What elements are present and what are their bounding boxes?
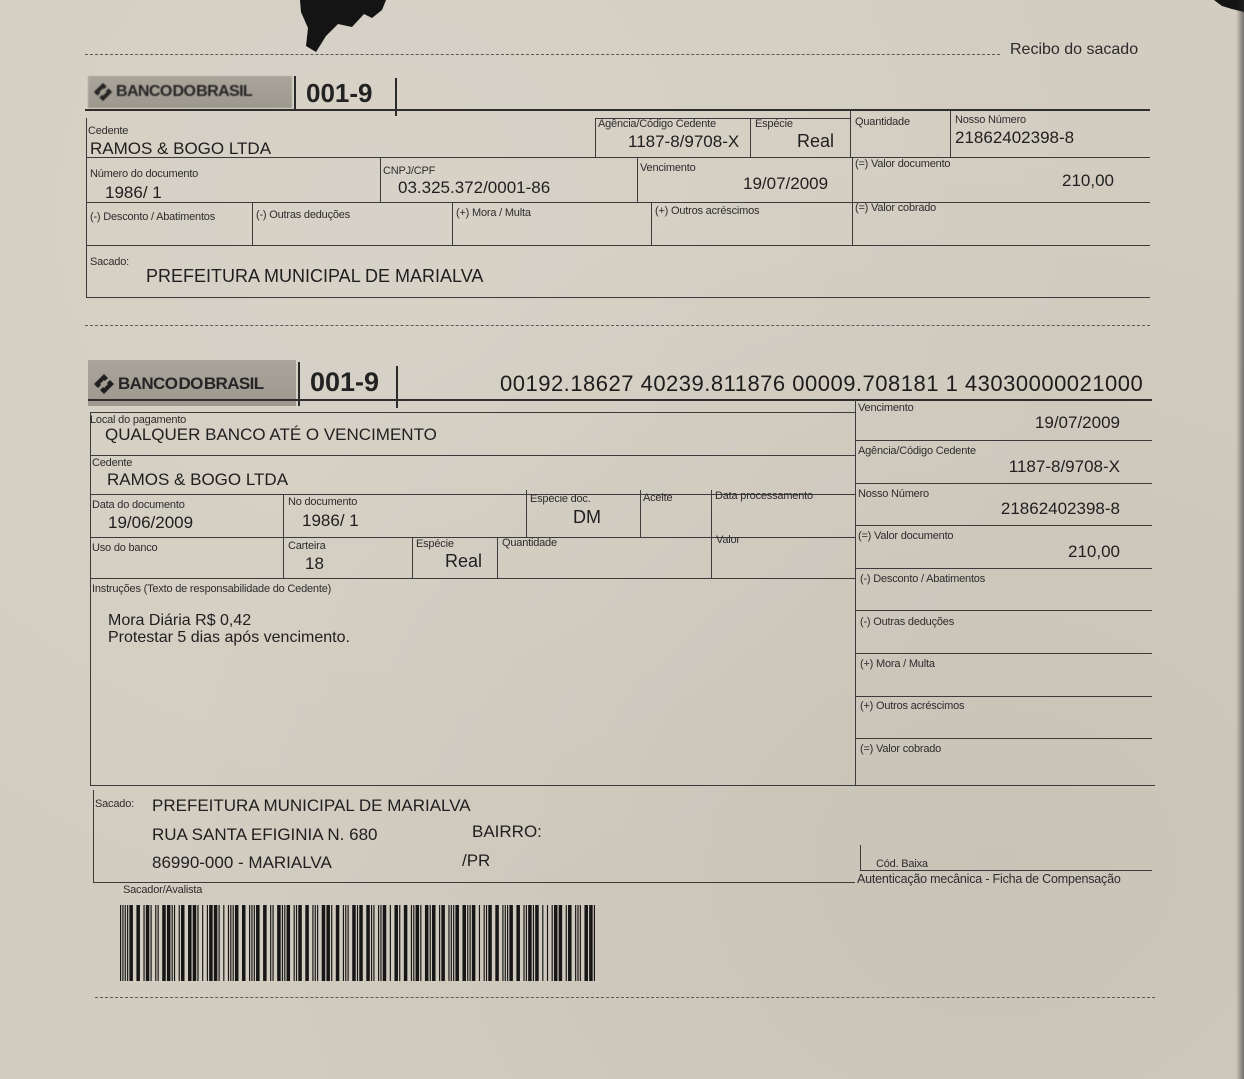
barcode-bar (516, 905, 520, 981)
barcode-bar (413, 905, 414, 981)
rule-line (860, 870, 1152, 871)
cedente-value: RAMOS & BOGO LTDA (107, 470, 289, 489)
barcode-bar (383, 905, 387, 981)
rule-line (452, 202, 453, 245)
scan-edge-shadow (1236, 0, 1244, 1079)
barcode-bar (455, 905, 459, 981)
no-documento-label: No documento (288, 496, 358, 508)
barcode-bar (535, 905, 539, 981)
especie-value: Real (797, 131, 835, 151)
aceite-label: Aceite (643, 492, 673, 504)
barcode-bar (317, 905, 318, 981)
barcode-bar (439, 905, 440, 981)
rule-line (412, 537, 413, 578)
barcode-bar (233, 905, 234, 981)
barcode-bar (359, 905, 363, 981)
numero-documento-label: Número do documento (90, 168, 199, 180)
receipt-header-rule (85, 109, 1150, 111)
cnpj-label: CNPJ/CPF (383, 165, 436, 177)
outras-deducoes-label: (-) Outras deduções (860, 616, 955, 628)
rule-line (711, 490, 712, 578)
mora-multa-label: (+) Mora / Multa (456, 207, 531, 219)
barcode (120, 905, 595, 981)
barcode-bar (390, 905, 391, 981)
rule-line (283, 494, 284, 578)
barcode-bar (277, 905, 281, 981)
barcode-bar (214, 905, 218, 981)
barcode-bar (472, 905, 476, 981)
rule-line (640, 490, 641, 537)
rule-line (93, 882, 855, 883)
barcode-bar (547, 905, 548, 981)
barcode-bar (467, 905, 468, 981)
instrucao-line: Protestar 5 dias após vencimento. (108, 629, 350, 646)
barcode-bar (155, 905, 156, 981)
rule-line (855, 483, 1152, 484)
cut-line-bottom (95, 997, 1155, 998)
barcode-bar (331, 905, 332, 981)
barcode-bar (315, 905, 316, 981)
receipt-title: Recibo do sacado (1010, 41, 1139, 58)
especie-label: Espécie (755, 118, 793, 130)
barcode-bar (228, 905, 229, 981)
barcode-bar (502, 905, 503, 981)
bank-code: 001-9 (306, 78, 373, 108)
barcode-bar (312, 905, 313, 981)
sacado-value: PREFEITURA MUNICIPAL DE MARIALVA (146, 266, 484, 286)
especie-doc-label: Espécie doc. (530, 493, 591, 505)
numero-documento-value: 1986/ 1 (105, 183, 162, 202)
barcode-bar (174, 905, 175, 981)
barcode-bar (462, 905, 466, 981)
agencia-label: Agência/Código Cedente (598, 118, 716, 130)
sacado-address: RUA SANTA EFIGINIA N. 680 (152, 825, 378, 844)
barcode-bar (298, 905, 302, 981)
rule-line (252, 202, 253, 245)
bb-logo-icon (92, 81, 114, 103)
barcode-bar (484, 905, 485, 981)
vencimento-value: 19/07/2009 (1034, 413, 1120, 432)
sacado-label: Sacado: (90, 256, 129, 268)
rule-line (637, 157, 638, 203)
barcode-bar (575, 905, 576, 981)
barcode-bar (488, 905, 492, 981)
barcode-bar (197, 905, 198, 981)
barcode-bar (577, 905, 578, 981)
barcode-bar (453, 905, 454, 981)
barcode-bar (167, 905, 171, 981)
barcode-bar (526, 905, 527, 981)
agencia-label: Agência/Código Cedente (858, 445, 976, 457)
mora-multa-label: (+) Mora / Multa (860, 658, 935, 670)
autenticacao-label: Autenticação mecânica - Ficha de Compensação (857, 872, 1121, 886)
vencimento-value: 19/07/2009 (743, 174, 829, 193)
barcode-bar (120, 905, 121, 981)
barcode-bar (158, 905, 159, 981)
barcode-bar (129, 905, 133, 981)
rule-line (90, 785, 1155, 786)
column-divider (855, 400, 856, 785)
barcode-bar (589, 905, 593, 981)
cedente-value: RAMOS & BOGO LTDA (90, 139, 272, 158)
barcode-bar (125, 905, 126, 981)
cod-baixa-label: Cód. Baixa (876, 858, 928, 870)
especie-value: Real (445, 551, 483, 571)
barcode-bar (523, 905, 524, 981)
valor-documento-label: (=) Valor documento (855, 158, 951, 170)
nosso-numero-label: Nosso Número (858, 488, 929, 500)
barcode-bar (584, 905, 588, 981)
barcode-bar (127, 905, 128, 981)
barcode-bar (495, 905, 499, 981)
no-documento-value: 1986/ 1 (302, 511, 359, 530)
barcode-bar (366, 905, 370, 981)
rule-line (90, 455, 855, 456)
cnpj-value: 03.325.372/0001-86 (398, 178, 551, 197)
rule-line (855, 738, 1152, 739)
barcode-bar (305, 905, 309, 981)
rule-line (855, 610, 1152, 611)
logo-divider (294, 76, 296, 110)
cedente-label: Cedente (88, 125, 129, 137)
barcode-bar (219, 905, 220, 981)
local-pagamento-value: QUALQUER BANCO ATÉ O VENCIMENTO (105, 425, 437, 444)
sacador-avalista-label: Sacador/Avalista (123, 884, 203, 896)
barcode-bar (294, 905, 295, 981)
barcode-bar (209, 905, 213, 981)
digitable-line: 00192.18627 40239.811876 00009.708181 1 43030000021000 (500, 371, 1144, 396)
barcode-bar (270, 905, 271, 981)
barcode-bar (470, 905, 471, 981)
nosso-numero-value: 21862402398-8 (1000, 499, 1120, 518)
valor-cobrado-label: (=) Valor cobrado (860, 743, 942, 755)
rule-line (950, 110, 951, 158)
barcode-bar (432, 905, 436, 981)
nosso-numero-label: Nosso Número (955, 114, 1026, 126)
rule-line (86, 297, 1150, 298)
barcode-bar (172, 905, 173, 981)
desconto-label: (-) Desconto / Abatimentos (860, 573, 986, 585)
rule-line (855, 525, 1152, 526)
barcode-bar (249, 905, 250, 981)
sacado-state: /PR (462, 851, 491, 870)
barcode-bar (357, 905, 358, 981)
barcode-bar (188, 905, 192, 981)
barcode-bar (594, 905, 595, 981)
rule-line (90, 537, 855, 538)
sacado-bairro-label: BAIRRO: (472, 822, 542, 841)
barcode-bar (207, 905, 208, 981)
barcode-bar (533, 905, 534, 981)
barcode-bar (284, 905, 285, 981)
rule-line (852, 157, 853, 245)
valor-documento-value: 210,00 (1062, 171, 1114, 190)
rule-line (497, 537, 498, 578)
barcode-bar (559, 905, 563, 981)
rule-line (855, 568, 1152, 569)
barcode-bar (507, 905, 508, 981)
data-documento-value: 19/06/2009 (108, 513, 194, 532)
barcode-bar (272, 905, 273, 981)
bank-code-divider (396, 366, 398, 408)
rule-line (380, 157, 381, 203)
barcode-bar (505, 905, 506, 981)
outras-deducoes-label: (-) Outras deduções (256, 209, 351, 221)
especie-doc-value: DM (573, 507, 601, 527)
data-documento-label: Data do documento (92, 499, 185, 511)
barcode-bar (230, 905, 231, 981)
sacado-city: 86990-000 - MARIALVA (152, 853, 332, 872)
barcode-bar (420, 905, 421, 981)
cut-line-middle (85, 325, 1150, 326)
barcode-bar (242, 905, 246, 981)
data-processamento-label: Data processamento (715, 490, 813, 502)
rule-line (90, 412, 855, 413)
barcode-bar (223, 905, 224, 981)
valor-documento-label: (=) Valor documento (858, 530, 954, 542)
rule-line (86, 245, 1150, 246)
rule-line (750, 118, 751, 158)
barcode-bar (416, 905, 420, 981)
barcode-bar (235, 905, 239, 981)
barcode-bar (143, 905, 144, 981)
rule-line (90, 578, 855, 579)
barcode-bar (251, 905, 252, 981)
barcode-bar (326, 905, 330, 981)
barcode-bar (256, 905, 260, 981)
cedente-label: Cedente (92, 457, 133, 469)
carteira-label: Carteira (288, 540, 326, 552)
barcode-bar (193, 905, 197, 981)
rule-line (860, 845, 861, 870)
rule-line (651, 202, 652, 245)
vencimento-label: Vencimento (640, 162, 696, 174)
barcode-bar (287, 905, 291, 981)
barcode-bar (179, 905, 180, 981)
barcode-bar (136, 905, 140, 981)
valor-label: Valor (716, 534, 740, 546)
slip-header-rule (88, 399, 1152, 401)
valor-cobrado-label: (=) Valor cobrado (855, 202, 937, 214)
carteira-value: 18 (305, 554, 324, 573)
barcode-bar (448, 905, 449, 981)
vencimento-label: Vencimento (858, 402, 914, 414)
barcode-bar (552, 905, 553, 981)
bank-logo-text: BANCO DO BRASIL (116, 84, 253, 100)
desconto-label: (-) Desconto / Abatimentos (90, 211, 216, 223)
barcode-bar (348, 905, 349, 981)
barcode-bar (399, 905, 400, 981)
cut-line-top (85, 54, 1000, 55)
barcode-bar (404, 905, 408, 981)
barcode-bar (430, 905, 431, 981)
rule-line (855, 653, 1152, 654)
uso-banco-label: Uso do banco (92, 542, 158, 554)
outros-acrescimos-label: (+) Outros acréscimos (655, 205, 760, 217)
barcode-bar (146, 905, 150, 981)
sacado-label: Sacado: (95, 798, 134, 810)
barcode-bar (345, 905, 346, 981)
barcode-bar (296, 905, 297, 981)
barcode-bar (282, 905, 283, 981)
nosso-numero-value: 21862402398-8 (955, 128, 1075, 147)
bank-logo (88, 76, 292, 108)
barcode-bar (425, 905, 429, 981)
bb-logo-icon (92, 372, 116, 396)
local-pagamento-label: Local do pagamento (90, 414, 187, 426)
agencia-value: 1187-8/9708-X (1008, 457, 1120, 476)
instrucao-line: Mora Diária R$ 0,42 (108, 612, 252, 629)
barcode-bar (322, 905, 326, 981)
agencia-value: 1187-8/9708-X (628, 132, 740, 151)
sacado-left-border (93, 790, 94, 882)
barcode-bar (150, 905, 151, 981)
barcode-bar (509, 905, 513, 981)
barcode-bar (566, 905, 567, 981)
barcode-bar (343, 905, 344, 981)
barcode-bar (336, 905, 340, 981)
quantidade-label: Quantidade (502, 537, 557, 549)
rule-line (526, 490, 527, 537)
barcode-bar (202, 905, 203, 981)
barcode-bar (486, 905, 487, 981)
bank-logo-text: BANCO DO BRASIL (118, 375, 264, 392)
especie-label: Espécie (416, 538, 454, 550)
barcode-bar (554, 905, 558, 981)
valor-documento-value: 210,00 (1068, 542, 1120, 561)
rule-line (595, 118, 596, 158)
barcode-bar (162, 905, 166, 981)
rule-line (850, 110, 851, 158)
barcode-bar (352, 905, 356, 981)
barcode-bar (394, 905, 398, 981)
rule-line (86, 202, 1150, 203)
barcode-bar (542, 905, 543, 981)
slip-left-border (90, 412, 91, 785)
rule-line (855, 696, 1152, 697)
barcode-bar (451, 905, 452, 981)
barcode-bar (411, 905, 412, 981)
barcode-bar (441, 905, 445, 981)
barcode-bar (380, 905, 381, 981)
quantidade-label: Quantidade (855, 116, 910, 128)
barcode-bar (371, 905, 372, 981)
receipt-left-border (86, 118, 87, 298)
barcode-bar (580, 905, 581, 981)
instrucoes-label: Instruções (Texto de responsabilidade do Cedente) (92, 583, 332, 595)
barcode-bar (181, 905, 185, 981)
barcode-bar (263, 905, 267, 981)
barcode-bar (378, 905, 379, 981)
rule-line (855, 440, 1152, 441)
bank-code: 001-9 (310, 367, 380, 397)
sacado-name: PREFEITURA MUNICIPAL DE MARIALVA (152, 796, 471, 815)
barcode-bar (479, 905, 480, 981)
barcode-bar (373, 905, 374, 981)
outros-acrescimos-label: (+) Outros acréscimos (860, 700, 965, 712)
barcode-bar (568, 905, 572, 981)
barcode-bar (122, 905, 123, 981)
barcode-bar (528, 905, 532, 981)
barcode-bar (254, 905, 255, 981)
